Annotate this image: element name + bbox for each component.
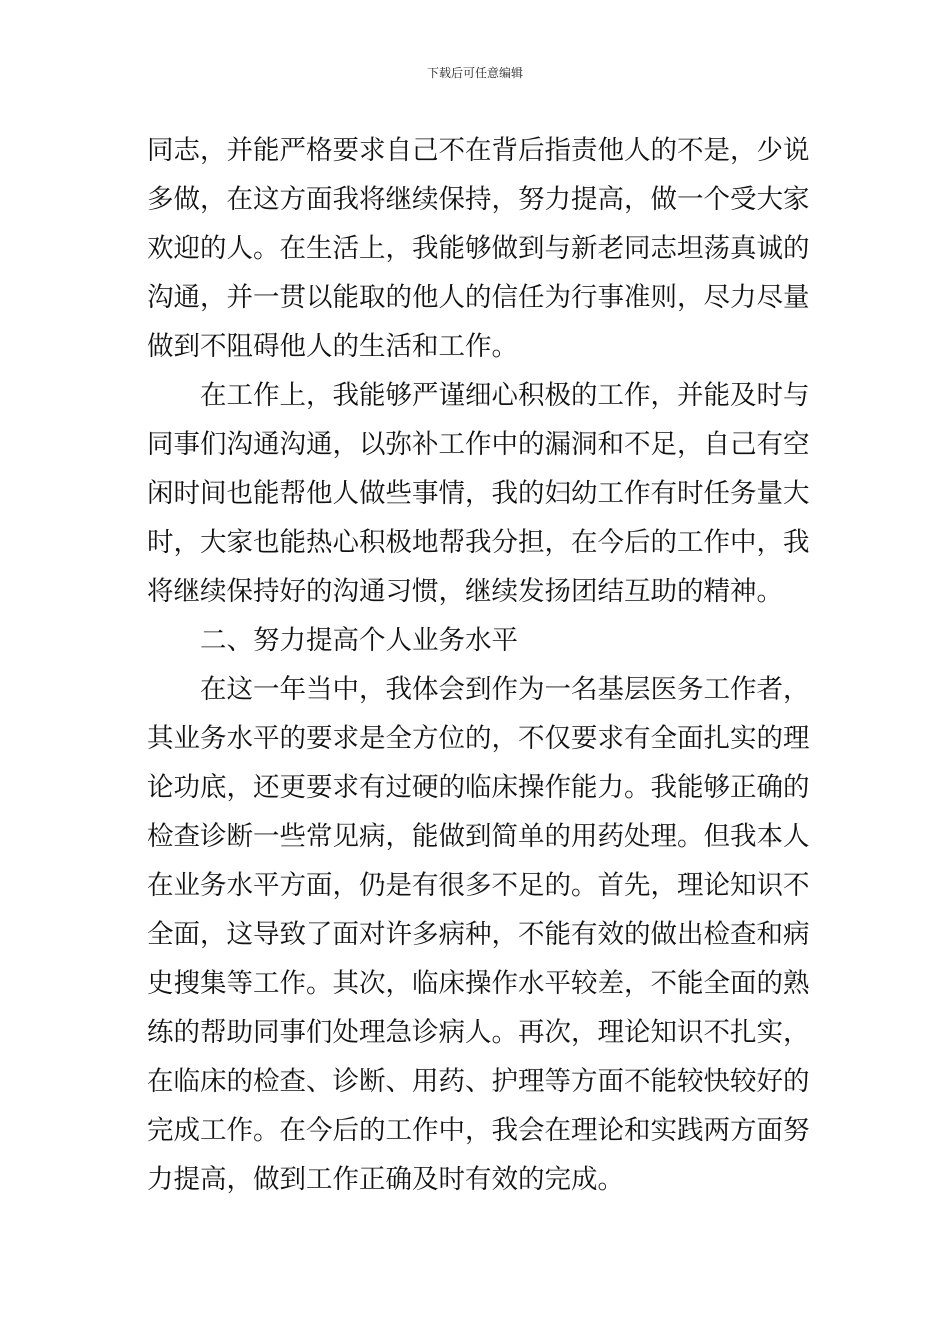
text-line: 同事们沟通沟通，以弥补工作中的漏洞和不足，自己有空	[147, 429, 810, 460]
text-line: 沟通，并一贯以能取的他人的信任为行事准则，尽力尽量	[147, 282, 810, 313]
text-line: 论功底，还更要求有过硬的临床操作能力。我能够正确的	[147, 772, 810, 803]
text-line: 其业务水平的要求是全方位的，不仅要求有全面扎实的理	[147, 723, 810, 754]
text-line: 在业务水平方面，仍是有很多不足的。首先，理论知识不	[147, 870, 810, 901]
text-line: 完成工作。在今后的工作中，我会在理论和实践两方面努	[147, 1115, 810, 1146]
text-line: 同志，并能严格要求自己不在背后指责他人的不是，少说	[147, 135, 810, 166]
text-line: 做到不阻碍他人的生活和工作。	[147, 331, 518, 362]
text-line: 在临床的检查、诊断、用药、护理等方面不能较快较好的	[147, 1066, 810, 1097]
text-line: 将继续保持好的沟通习惯，继续发扬团结互助的精神。	[147, 576, 783, 607]
text-line: 全面，这导致了面对许多病种，不能有效的做出检查和病	[147, 919, 810, 950]
document-body	[147, 126, 810, 1204]
text-line: 闲时间也能帮他人做些事情，我的妇幼工作有时任务量大	[147, 478, 810, 509]
paragraph-first-line: 在工作上，我能够严谨细心积极的工作，并能及时与	[200, 380, 810, 411]
text-line: 时，大家也能热心积极地帮我分担，在今后的工作中，我	[147, 527, 810, 558]
text-line: 欢迎的人。在生活上，我能够做到与新老同志坦荡真诚的	[147, 233, 810, 264]
page-header: 下载后可任意编辑	[426, 66, 523, 80]
paragraph-first-line: 在这一年当中，我体会到作为一名基层医务工作者，	[200, 674, 810, 705]
text-line: 力提高，做到工作正确及时有效的完成。	[147, 1164, 624, 1195]
text-line: 练的帮助同事们处理急诊病人。再次，理论知识不扎实，	[147, 1017, 810, 1048]
text-line: 多做，在这方面我将继续保持，努力提高，做一个受大家	[147, 184, 810, 215]
text-line: 检查诊断一些常见病，能做到简单的用药处理。但我本人	[147, 821, 810, 852]
text-line: 史搜集等工作。其次，临床操作水平较差，不能全面的熟	[147, 968, 810, 999]
paragraph-first-line: 二、努力提高个人业务水平	[200, 625, 518, 656]
